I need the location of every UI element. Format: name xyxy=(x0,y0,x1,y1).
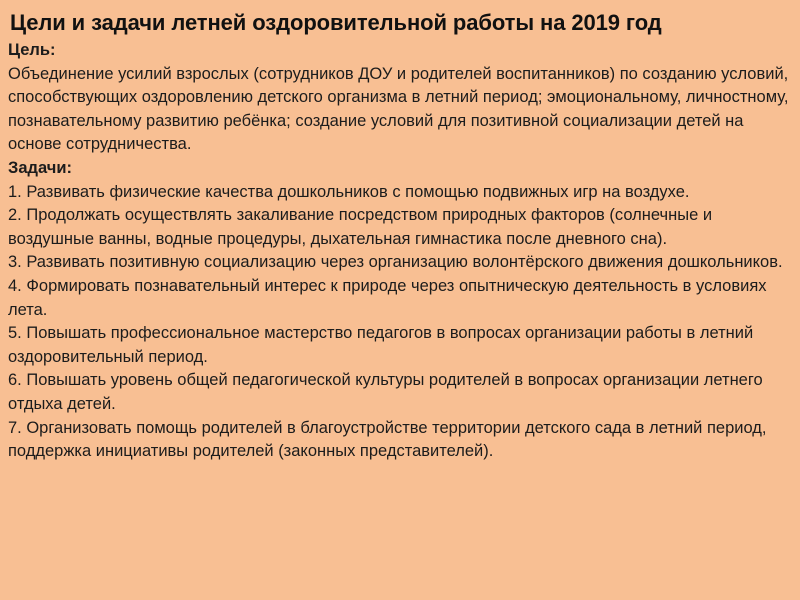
slide-title: Цели и задачи летней оздоровительной работы на 2019 год xyxy=(10,10,662,35)
task-item-5: 5. Повышать профессиональное мастерство педагогов в вопросах организации работы в летний оздоровительный период. xyxy=(8,324,754,366)
task-item-7: 7. Организовать помощь родителей в благоустройстве территории детского сада в летний период, поддержка инициативы родителей (законных представителей). xyxy=(8,418,767,461)
task-item-1: 1. Развивать физические качества дошкольников с помощью подвижных игр на воздухе. xyxy=(8,182,690,201)
goal-label: Цель: xyxy=(8,41,56,59)
tasks-label: Задачи: xyxy=(8,158,72,177)
task-list xyxy=(8,181,790,464)
goal-text: Объединение усилий взрослых (сотрудников ДОУ и родителей воспитанников) по созданию условий, способствующих оздоровлению детского организма в летний период; эмоциональному, личностному, познавательному развитию ребёнка; создание условий для позитивной социализации детей на основе сотрудничества. xyxy=(8,64,789,154)
task-item-3: 3. Развивать позитивную социализацию через организацию волонтёрского движения дошкольников. xyxy=(8,253,783,272)
task-item-6: 6. Повышать уровень общей педагогической культуры родителей в вопросах организации летнего отдыха детей. xyxy=(8,371,763,413)
task-item-4: 4. Формировать познавательный интерес к природе через опытническую деятельность в условиях лета. xyxy=(8,276,767,319)
slide-content xyxy=(8,39,790,464)
task-item-2: 2. Продолжать осуществлять закаливание посредством природных факторов (солнечные и воздушные ванны, водные процедуры, дыхательная гимнастика после дневного сна). xyxy=(8,206,713,248)
